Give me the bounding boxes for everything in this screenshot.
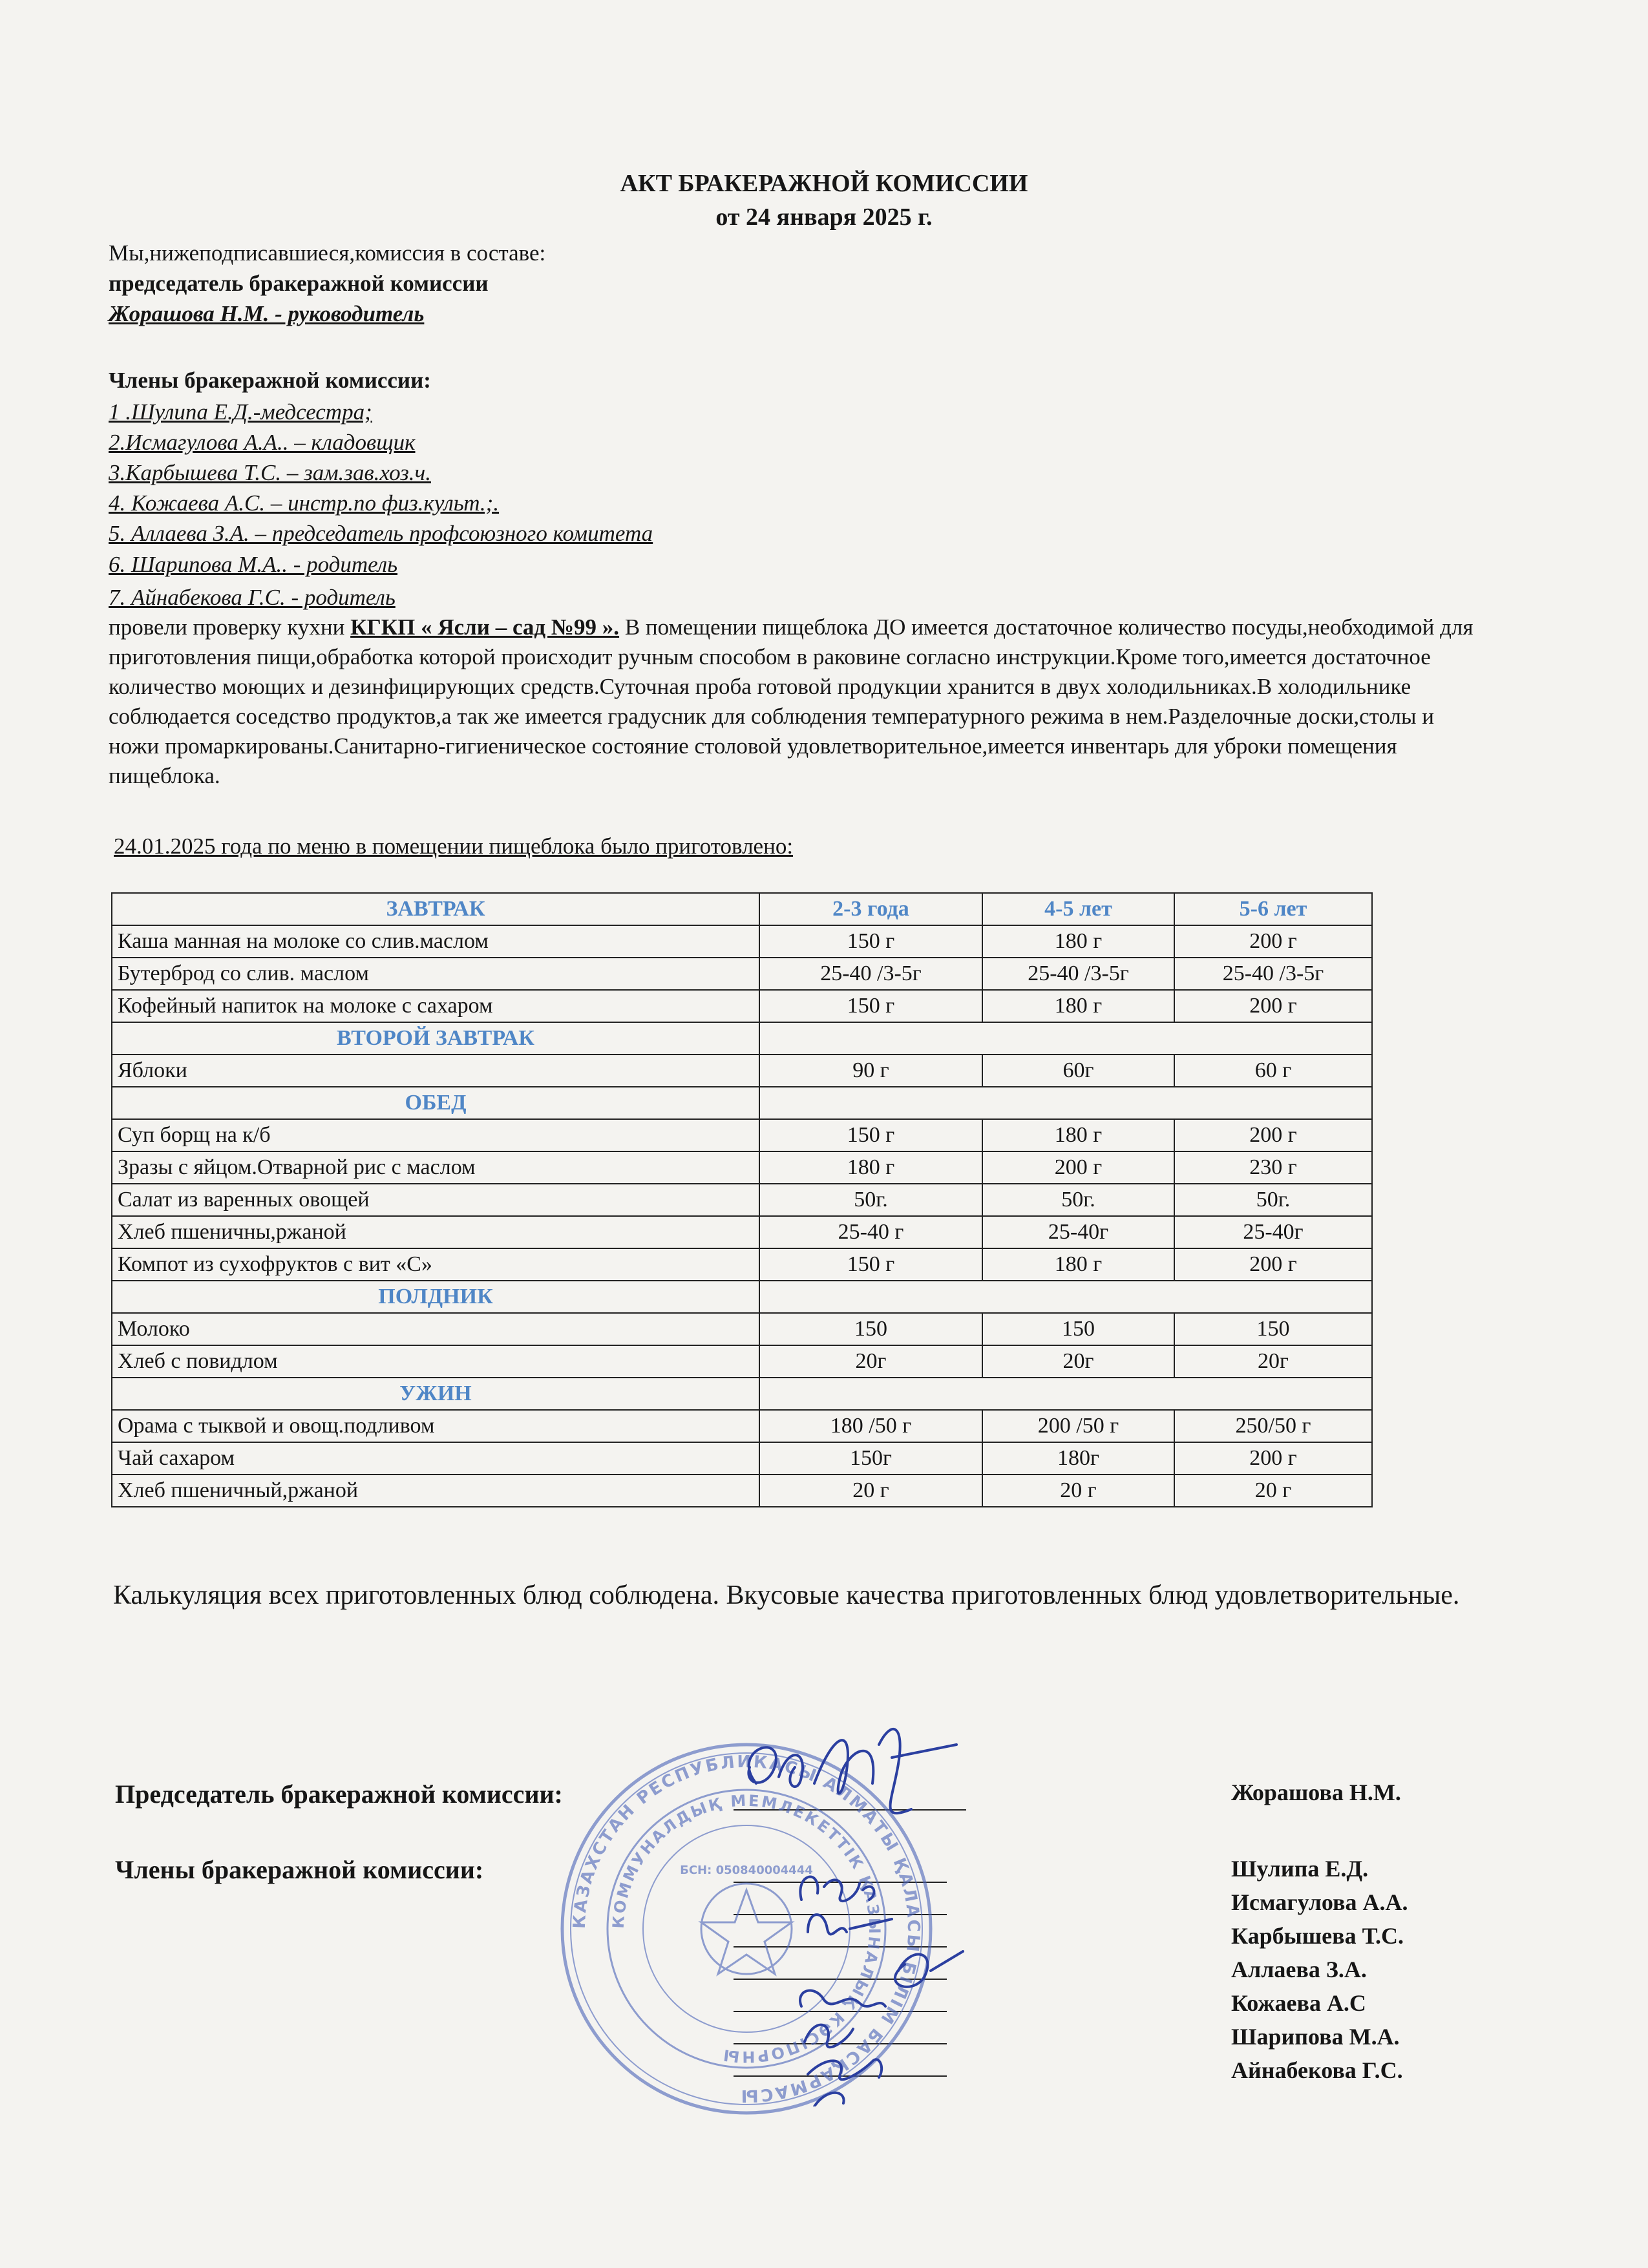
dish-name: Хлеб пшеничны,ржаной: [112, 1216, 759, 1248]
header-breakfast: ЗАВТРАК: [112, 893, 759, 925]
member-name: Айнабекова Г.С.: [1231, 2057, 1403, 2083]
dish-name: Орама с тыквой и овощ.подливом: [112, 1410, 759, 1442]
menu-section-title: УЖИН: [112, 1378, 759, 1410]
member-line-6: 6. Шарипова М.А.. - родитель: [109, 552, 398, 577]
menu-section-row: [112, 1022, 1372, 1055]
portion-value: 150 г: [759, 990, 982, 1022]
menu-row: [112, 1442, 1372, 1475]
menu-row: [112, 1119, 1372, 1151]
menu-section-row: [112, 1378, 1372, 1410]
portion-value: 180 г: [982, 925, 1174, 958]
menu-header-row: [112, 893, 1372, 925]
menu-section-row: [112, 1087, 1372, 1119]
dish-name: Яблоки: [112, 1055, 759, 1087]
menu-row: [112, 1475, 1372, 1507]
header-age-2-3: 2-3 года: [759, 893, 982, 925]
dish-name: Чай сахаром: [112, 1442, 759, 1475]
dish-name: Компот из сухофруктов с вит «С»: [112, 1248, 759, 1281]
handwritten-signatures: [685, 1706, 1047, 2106]
members-signature-label: Члены бракеражной комиссии:: [115, 1855, 484, 1884]
portion-value: 200 г: [1174, 1442, 1372, 1475]
inspection-lead: провели проверку кухни: [109, 614, 351, 640]
menu-section-blank: [759, 1281, 1372, 1313]
dish-name: Кофейный напиток на молоке с сахаром: [112, 990, 759, 1022]
member-names: [1231, 1852, 1408, 2087]
portion-value: 50г.: [982, 1184, 1174, 1216]
menu-row: [112, 1248, 1372, 1281]
dish-name: Суп борщ на к/б: [112, 1119, 759, 1151]
portion-value: 50г.: [1174, 1184, 1372, 1216]
portion-value: 180 г: [982, 1248, 1174, 1281]
prepared-statement: 24.01.2025 года по меню в помещении пищеблока было приготовлено:: [114, 834, 794, 859]
dish-name: Бутерброд со слив. маслом: [112, 958, 759, 990]
member-name: Шулипа Е.Д.: [1231, 1856, 1369, 1882]
portion-value: 150 г: [759, 925, 982, 958]
portion-value: 150: [1174, 1313, 1372, 1345]
portion-value: 180 г: [982, 1119, 1174, 1151]
member-line-1: 1 .Шулипа Е.Д.-медсестра;: [109, 399, 372, 425]
menu-row: [112, 925, 1372, 958]
dish-name: Хлеб пшеничный,ржаной: [112, 1475, 759, 1507]
menu-row: [112, 1216, 1372, 1248]
dish-name: Зразы с яйцом.Отварной рис с маслом: [112, 1151, 759, 1184]
portion-value: 25-40 /3-5г: [1174, 958, 1372, 990]
menu-section-blank: [759, 1378, 1372, 1410]
header-age-5-6: 5-6 лет: [1174, 893, 1372, 925]
portion-value: 150 г: [759, 1248, 982, 1281]
portion-value: 150: [982, 1313, 1174, 1345]
menu-section-title: ПОЛДНИК: [112, 1281, 759, 1313]
menu-body: [112, 925, 1372, 1507]
dish-name: Молоко: [112, 1313, 759, 1345]
header-age-4-5: 4-5 лет: [982, 893, 1174, 925]
menu-row: [112, 1410, 1372, 1442]
member-name: Аллаева З.А.: [1231, 1957, 1367, 1982]
portion-value: 180 г: [982, 990, 1174, 1022]
menu-section-title: ВТОРОЙ ЗАВТРАК: [112, 1022, 759, 1055]
menu-row: [112, 1313, 1372, 1345]
portion-value: 20 г: [1174, 1475, 1372, 1507]
portion-value: 60г: [982, 1055, 1174, 1087]
menu-row: [112, 958, 1372, 990]
menu-section-title: ОБЕД: [112, 1087, 759, 1119]
portion-value: 180 г: [759, 1151, 982, 1184]
inspection-text: В помещении пищеблока ДО имеется достаточное количество посуды,необходимой для приготовления пищи,обработка которой происходит ручным способом в раковине согласно инструкции.Кроме того,имеется достаточное количество моющих и дезинфицирующих средств.Суточная проба готовой продукции хранится в двух холодильниках.В холодильнике соблюдается соседство продуктов,а так же имеется градусник для соблюдения температурного режима в нем.Разделочные доски,столы и ножи промаркированы.Санитарно-гигиеническое состояние столовой удовлетворительное,имеется инвентарь для уброки помещения пищеблока.: [109, 614, 1474, 788]
portion-value: 200 г: [1174, 1119, 1372, 1151]
portion-value: 150: [759, 1313, 982, 1345]
member-name: Кожаева А.С: [1231, 1990, 1366, 2016]
member-line-7: 7. Айнабекова Г.С. - родитель: [109, 585, 396, 610]
portion-value: 50г.: [759, 1184, 982, 1216]
portion-value: 20г: [759, 1345, 982, 1378]
menu-table: [111, 892, 1373, 1507]
menu-row: [112, 1345, 1372, 1378]
member-name: Карбышева Т.С.: [1231, 1923, 1404, 1949]
portion-value: 25-40 /3-5г: [982, 958, 1174, 990]
institution-name: КГКП « Ясли – сад №99 ».: [350, 614, 620, 640]
dish-name: Каша манная на молоке со слив.маслом: [112, 925, 759, 958]
chair-name: Жорашова Н.М. - руководитель: [109, 301, 425, 326]
portion-value: 200 г: [1174, 1248, 1372, 1281]
document-date: от 24 января 2025 г.: [715, 204, 933, 231]
dish-name: Салат из варенных овощей: [112, 1184, 759, 1216]
portion-value: 20г: [982, 1345, 1174, 1378]
portion-value: 150 г: [759, 1119, 982, 1151]
portion-value: 20г: [1174, 1345, 1372, 1378]
member-name: Шарипова М.А.: [1231, 2024, 1400, 2050]
intro-line: Мы,нижеподписавшиеся,комиссия в составе:: [109, 240, 546, 266]
stamp-outer-text: КАЗАХСТАН РЕСПУБЛИКАСЫ АЛМАТЫ ҚАЛАСЫ БІЛІМ БАСҚАРМАСЫ: [569, 1752, 924, 2106]
menu-row: [112, 1055, 1372, 1087]
portion-value: 200 г: [1174, 925, 1372, 958]
menu-row: [112, 990, 1372, 1022]
chair-signature-label: Председатель бракеражной комиссии:: [115, 1780, 563, 1809]
portion-value: 60 г: [1174, 1055, 1372, 1087]
menu-row: [112, 1184, 1372, 1216]
portion-value: 25-40 /3-5г: [759, 958, 982, 990]
portion-value: 25-40г: [1174, 1216, 1372, 1248]
portion-value: 200 г: [1174, 990, 1372, 1022]
member-line-2: 2.Исмагулова А.А.. – кладовщик: [109, 430, 416, 455]
portion-value: 200 г: [982, 1151, 1174, 1184]
portion-value: 25-40г: [982, 1216, 1174, 1248]
portion-value: 20 г: [759, 1475, 982, 1507]
member-line-5: 5. Аллаева З.А. – председатель профсоюзного комитета: [109, 521, 653, 546]
inspection-paragraph: [109, 613, 1485, 791]
menu-row: [112, 1151, 1372, 1184]
member-line-3: 3.Карбышева Т.С. – зам.зав.хоз.ч.: [109, 460, 431, 485]
portion-value: 90 г: [759, 1055, 982, 1087]
portion-value: 180 /50 г: [759, 1410, 982, 1442]
portion-value: 150г: [759, 1442, 982, 1475]
menu-section-blank: [759, 1022, 1372, 1055]
portion-value: 230 г: [1174, 1151, 1372, 1184]
portion-value: 20 г: [982, 1475, 1174, 1507]
member-name: Исмагулова А.А.: [1231, 1889, 1408, 1915]
chair-signature-name: [1231, 1776, 1401, 1809]
chair-title: председатель бракеражной комиссии: [109, 271, 489, 296]
portion-value: 180г: [982, 1442, 1174, 1475]
stamp-inner-text: КОММУНАЛДЫҚ МЕМЛЕКЕТТІК ҚАЗЫНАЛЫҚ КӘСІПОРНЫ: [609, 1791, 884, 2066]
document-title: АКТ БРАКЕРАЖНОЙ КОМИССИИ: [620, 170, 1028, 197]
conclusion-text: Калькуляция всех приготовленных блюд соблюдена. Вкусовые качества приготовленных блюд удовлетворительные.: [113, 1580, 1460, 1610]
menu-section-row: [112, 1281, 1372, 1313]
stamp-bin: БСН: 050840004444: [680, 1864, 813, 1877]
portion-value: 25-40 г: [759, 1216, 982, 1248]
portion-value: 200 /50 г: [982, 1410, 1174, 1442]
portion-value: 250/50 г: [1174, 1410, 1372, 1442]
chair-name-signature: Жорашова Н.М.: [1231, 1780, 1401, 1805]
members-heading: Члены бракеражной комиссии:: [109, 368, 431, 393]
dish-name: Хлеб с повидлом: [112, 1345, 759, 1378]
member-line-4: 4. Кожаева А.С. – инстр.по физ.культ.;.: [109, 490, 500, 516]
menu-section-blank: [759, 1087, 1372, 1119]
